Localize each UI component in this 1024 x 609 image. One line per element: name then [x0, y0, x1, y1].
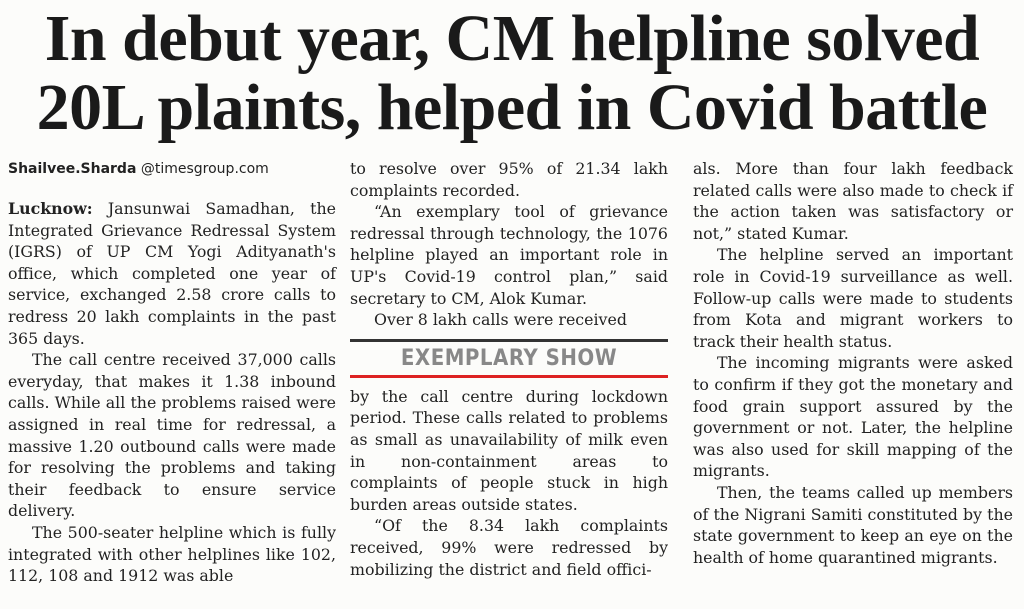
headline-line-2: 20L plaints, helped in Covid battle — [36, 71, 988, 144]
byline-author: Shailvee.Sharda — [8, 161, 137, 177]
paragraph: “An exemplary tool of grievance redressal through technology, the 1076 helpline played an important role in UP's Covid-19 control plan,” said secretary to CM, Alok Kumar. — [350, 202, 668, 308]
paragraph: The incoming migrants were asked to confirm if they got the monetary and food grain support assured by the government or not. Later, the helpline was also used for skill mapping of the migrants. — [693, 353, 1013, 481]
paragraph-text: Jansunwai Samadhan, the Integrated Grievance Redressal System (IGRS) of UP CM Yogi Adityanath's office, which completed one year of service, exchanged 2.58 crore calls to redress 20 lakh complaints in the past 365 days. — [8, 199, 336, 348]
paragraph: Over 8 lakh calls were received — [374, 310, 627, 330]
byline-email: @timesgroup.com — [140, 161, 269, 177]
paragraph: Then, the teams called up members of the Nigrani Samiti constituted by the state government to keep an eye on the health of home quarantined migrants. — [693, 482, 1013, 567]
headline — [0, 4, 1024, 142]
subhead: EXEMPLARY SHOW — [400, 345, 618, 371]
dateline: Lucknow: — [8, 199, 93, 218]
paragraph: to resolve over 95% of 21.34 lakh complaints recorded. — [350, 159, 668, 200]
paragraph: The helpline served an important role in Covid-19 surveillance as well. Follow-up calls were made to students from Kota and migrant workers to track their health status. — [693, 245, 1013, 351]
article-column-1 — [8, 158, 336, 587]
article-column-3 — [693, 158, 1013, 568]
paragraph: “Of the 8.34 lakh complaints received, 99% were redressed by mobilizing the district and field offici- — [350, 516, 668, 579]
paragraph: The 500-seater helpline which is fully integrated with other helplines like 102, 112, 108 and 1912 was able — [8, 522, 336, 586]
paragraph: als. More than four lakh feedback related calls were also made to check if the action taken was satisfactory or not,” stated Kumar. — [693, 159, 1013, 243]
subhead-rule-bottom — [350, 375, 668, 378]
paragraph — [8, 198, 336, 349]
subhead-block — [350, 339, 668, 378]
paragraph: by the call centre during lockdown period. These calls related to problems as small as unavailability of milk even in non-containment areas to complaints of people stuck in high burden areas outside states. — [350, 386, 668, 514]
headline-line-1: In debut year, CM helpline solved — [44, 2, 980, 75]
byline — [8, 160, 336, 178]
paragraph: The call centre received 37,000 calls everyday, that makes it 1.38 inbound calls. While all the problems raised were assigned in real time for redressal, a massive 1.20 outbound calls were made for resolving the problems and taking their feedback to ensure service delivery. — [8, 350, 336, 521]
article-column-2 — [350, 158, 668, 580]
